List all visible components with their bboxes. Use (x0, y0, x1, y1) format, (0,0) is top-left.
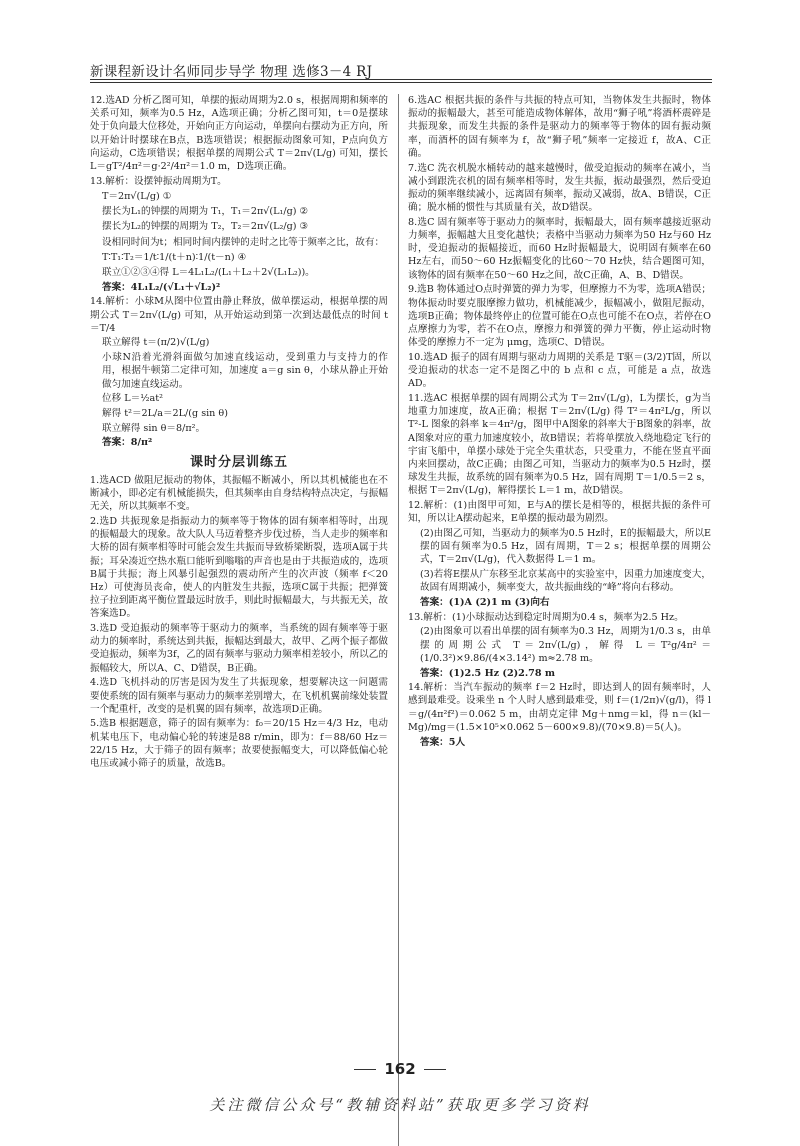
header-rule (90, 79, 712, 80)
page-number-text: 162 (384, 1060, 416, 1078)
answer-13-join: 联立①②③④得 L＝4L₁L₂/(L₁＋L₂＋2√(L₁L₂))。 (102, 266, 315, 278)
equation-1: T＝2π√(L/g) ① (102, 190, 172, 202)
column-divider (398, 94, 399, 1146)
header-rule-thin (90, 82, 712, 83)
answer-12r: 12.解析：(1)由图甲可知，E与A的摆长是相等的，根据共振的条件可知，所以让A摆动起来，E单摆的振动最为剧烈。 (408, 500, 711, 525)
answer-11: 11.选AC 根据单摆的固有周期公式为 T＝2π√(L/g)，L为摆长，g为当地重力加速度，故A正确；根据 T＝2π√(L/g) 得 T²＝4π²L/g，所以 T²-L 图象的斜率 k＝4π²/g，图甲中A图象的斜率大于B图象的斜率，故A图象对应的重力加速度较小，故B错误；若将单摆放入绕地稳定飞行的宇宙飞船中，单摆小球处于完全失重状态，只受重力，不能在竖直平面内来回摆动，故C正确；由图乙可知，当驱动力的频率为0.5 Hz时，摆球发生共振，故系统的固有频率为0.5 Hz，固有周期 T＝1/0.5＝2 s，根据 T＝2π√(L/g)，解得摆长 L＝1 m，故D错误。 (408, 392, 711, 497)
answer-4: 4.选D 飞机抖动的厉害是因为发生了共振现象，想要解决这一问题需要使系统的固有频率与驱动力的频率差别增大，在飞机机翼前缘处装置一个配重杆，改变的是机翼的固有频率，故选项D正确。 (90, 677, 388, 715)
answer-2: 2.选D 共振现象是指振动力的频率等于物体的固有频率相等时，出现的振幅最大的现象。故大队人马迈着整齐步伐过桥，当人走步的频率和大桥的固有频率相等时可能会发生共振而导致桥梁断裂，选项A属于共振；耳朵凑近空热水瓶口能听到嗡嗡的声音也是由于共振造成的，选项B属于共振；海上风暴引起强烈的震动所产生的次声波（频率 f＜20 Hz）可使海员丧命，使人的内脏发生共振，选项C属于共振；把弹簧拉子拉到距离平衡位置最远时放手，则此时振幅最大，与共振无关，故答案选D。 (90, 515, 388, 620)
answer-14-f: 联立解得 sin θ＝8/π²。 (102, 422, 206, 434)
answer-12r-final: 答案：(1)A (2)1 m (3)向右 (420, 597, 550, 609)
page-header: 新课程新设计名师同步导学 物理 选修3－4 RJ (90, 64, 373, 80)
answer-13-text: 设相同时间为t；相同时间内摆钟的走时之比等于频率之比，故有： (102, 236, 385, 248)
footer-note: 关注微信公众号“教辅资料站”获取更多学习资料 (209, 1096, 591, 1114)
section-title: 课时分层训练五 (189, 454, 288, 470)
answer-9: 9.选B 物体通过O点时弹簧的弹力为零，但摩擦力不为零，选项A错误；物体振动时要克服摩擦力做功，机械能减少，振幅减小，做阻尼振动，选项B正确；物体最终停止的位置可能在O点也可能不在O点，若停在O点摩擦力为零，若不在O点，摩擦力和弹簧的弹力平衡，停止运动时物体受的摩擦力不一定为 μmg，选项C、D错误。 (408, 284, 711, 349)
answer-13r: 13.解析：(1)小球振动达到稳定时周期为0.4 s，频率为2.5 Hz。 (408, 611, 684, 623)
answer-13r-b: (2)由图象可以看出单摆的固有频率为0.3 Hz，周期为1/0.3 s，由单摆的周期公式 T＝2π√(L/g)，解得 L＝T²g/4π²＝(1/0.3²)×9.86/(4×3.14²) m≈2.78 m。 (420, 626, 711, 664)
answer-12r-b: (2)由图乙可知，当驱动力的频率为0.5 Hz时，E的振幅最大，所以E摆的固有频率为0.5 Hz，固有周期，T＝2 s；根据单摆的周期公式，T＝2π√(L/g)，代入数据得 L＝1 m。 (420, 528, 711, 566)
equation-4: T∶T₁∶T₂＝1/t∶1/(t＋n)∶1/(t－n) ④ (102, 251, 247, 263)
answer-8: 8.选C 固有频率等于驱动力的频率时，振幅最大，固有频率越接近驱动力频率，振幅越大且变化越快；表格中当驱动力频率为50 Hz与60 Hz时，受迫振动的振幅接近，而60 Hz时振幅最大，说明固有频率在60 Hz左右，而50～60 Hz振幅变化的比60～70 Hz快，结合题图可知，该物体的固有频率在50～60 Hz之间，故C正确，A、B、D错误。 (408, 216, 711, 281)
answer-14: 14.解析：小球M从图中位置由静止释放，做单摆运动，根据单摆的周期公式 T＝2π√(L/g) 可知，从开始运动到第一次到达最低点的时间 t＝T/4 (90, 296, 388, 334)
equation-2: 摆长为L₁的钟摆的周期为 T₁，T₁＝2π√(L₁/g) ② (102, 206, 309, 218)
answer-14r: 14.解析：当汽车振动的频率 f＝2 Hz时，即达到人的固有频率时，人感到最难受。设乘坐 n 个人时人感到最难受，则 f＝(1/2π)√(g/l)，得 l＝g/(4π²f²)＝0.062 5 m，由胡克定律 Mg＋nmg＝kl，得 n＝(kl－Mg)/mg＝(1.5×10⁵×0.062 5－600×9.8)/(70×9.8)＝5(人)。 (408, 682, 711, 733)
equation-3: 摆长为L₂的钟摆的周期为 T₂，T₂＝2π√(L₂/g) ③ (102, 221, 309, 233)
answer-14-b: 联立解得 t＝(π/2)√(L/g) (102, 337, 210, 349)
answer-10: 10.选AD 振子的固有周期与驱动力周期的关系是 T驱＝(3/2)T固，所以受迫振动的状态一定不是图乙中的 b 点和 c 点，可能是 a 点，故选AD。 (408, 351, 711, 390)
page-number-dash-left (354, 1069, 376, 1070)
answer-1: 1.选ACD 做阻尼振动的物体，其振幅不断减小，所以其机械能也在不断减小，即必定有机械能损失，但其频率由自身结构特点决定，与振幅无关，所以其频率不变。 (90, 474, 388, 513)
answer-14-d: 位移 L＝½at² (102, 393, 163, 405)
answer-14-c: 小球N沿着光滑斜面做匀加速直线运动，受到重力与支持力的作用，根据牛顿第二定律可知，加速度 a＝g sin θ，小球从静止开始做匀加速直线运动。 (102, 352, 388, 390)
answer-5: 5.选B 根据题意，筛子的固有频率为：f₀＝20/15 Hz＝4/3 Hz，电动机某电压下，电动偏心轮的转速是88 r/min，即为：f＝88/60 Hz＝22/15 Hz，大于筛子的固有频率；故要使振幅变大，可以降低偏心轮电压或减小筛子的质量，故选B。 (90, 718, 388, 770)
answer-13-final: 答案：4L₁L₂/(√L₁＋√L₂)² (102, 281, 221, 293)
page-number-dash-right (424, 1069, 446, 1070)
answer-12: 12.选AD 分析乙图可知，单摆的振动周期为2.0 s，根据周期和频率的关系可知，频率为0.5 Hz，A选项正确；分析乙图可知，t＝0是摆球处于负向最大位移处，开始向正方向运动，单摆向右摆动为正方向，所以开始计时摆球在B点，B选项错误；根据振动图象可知，P点向负方向运动，C选项错误；根据单摆的周期公式 T＝2π√(L/g) 可知，摆长 L＝gT²/4π²＝g·2²/4π²＝1.0 m，D选项正确。 (90, 95, 388, 173)
answer-14r-final: 答案：5人 (420, 736, 466, 748)
answer-12r-c: (3)若将E摆从广东移至北京某高中的实验室中，因重力加速度变大，故固有周期减小，频率变大，故共振曲线的“峰”将向右移动。 (420, 569, 711, 594)
answer-13: 13.解析：设摆钟振动周期为T。 (90, 175, 227, 187)
left-column (90, 94, 388, 772)
answer-7: 7.选C 洗衣机脱水桶转动的越来越慢时，做受迫振动的频率在减小，当减小到跟洗衣机的固有频率相等时，发生共振，振动最强烈，然后受迫振动的频率继续减小，远离固有频率，振动又减弱，故A、B错误，C正确；脱水桶的惯性与其质量有关，故D错误。 (408, 162, 711, 214)
answer-13r-final: 答案：(1)2.5 Hz (2)2.78 m (420, 667, 556, 679)
answer-14-e: 解得 t²＝2L/a＝2L/(g sin θ) (102, 407, 228, 419)
right-column (408, 94, 711, 750)
page-number (0, 1060, 800, 1078)
answer-6: 6.选AC 根据共振的条件与共振的特点可知，当物体发生共振时，物体振动的振幅最大，甚至可能造成物体解体，故用“狮子吼”将酒杯震碎是共振现象，而发生共振的条件是驱动力的频率等于物体的固有振动频率，而酒杯的固有频率为 f，故“狮子吼”频率一定接近 f，故A、C正确。 (408, 95, 711, 159)
answer-14-final: 答案：8/π² (102, 437, 153, 449)
answer-3: 3.选D 受迫振动的频率等于驱动力的频率，当系统的固有频率等于驱动力的频率时，系统达到共振，振幅达到最大，故甲、乙两个振子都做受迫振动，频率为3f，乙的固有频率与驱动力频率相差较小，所以乙的振幅较大，所以A、C、D错误，B正确。 (90, 623, 388, 674)
